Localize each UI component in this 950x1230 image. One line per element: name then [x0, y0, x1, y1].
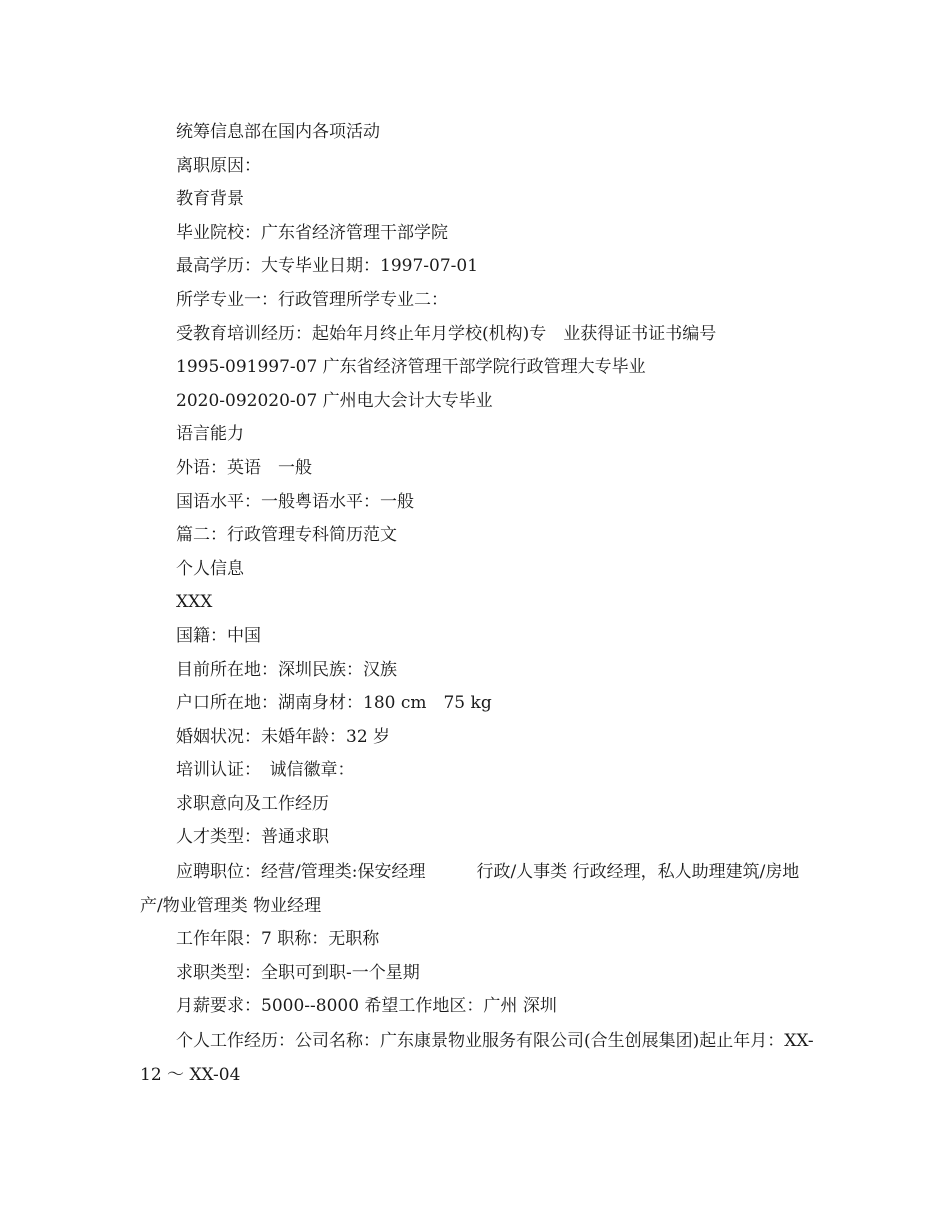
section-heading-job-intent: 求职意向及工作经历 — [176, 793, 329, 814]
text-line: 婚姻状况：未婚年龄：32 岁 — [176, 726, 391, 747]
text-line: 统筹信息部在国内各项活动 — [176, 122, 380, 142]
text-line: 外语：英语 一般 — [176, 457, 312, 478]
paragraph-experience: 个人工作经历：公司名称：广东康景物业服务有限公司(合生创展集团)起止年月：XX-12 ～ XX-04 — [140, 1030, 814, 1085]
section-heading-personal: 个人信息 — [176, 558, 244, 579]
text-line: 所学专业一：行政管理所学专业二： — [176, 289, 448, 310]
paragraph-position: 应聘职位：经营/管理类:保安经理 行政/人事类 行政经理，私人助理建筑/房地产/物业管理类 物业经理 — [140, 862, 800, 917]
text-line: 培训认证： 诚信徽章： — [176, 760, 355, 781]
text-line: 国籍：中国 — [176, 625, 261, 646]
section-heading-language: 语言能力 — [176, 424, 244, 445]
candidate-name: XXX — [176, 592, 213, 613]
text-line: 受教育培训经历：起始年月终止年月学校(机构)专 业获得证书证书编号 — [176, 323, 717, 344]
text-line: 最高学历：大专毕业日期：1997-07-01 — [176, 256, 479, 277]
text-line: 月薪要求：5000--8000 希望工作地区：广州 深圳 — [176, 996, 557, 1017]
part-two-title: 篇二：行政管理专科简历范文 — [176, 525, 397, 546]
text-line: 户口所在地：湖南身材：180 cm 75 kg — [176, 693, 492, 714]
text-line: 离职原因： — [176, 155, 261, 176]
text-line: 求职类型：全职可到职-一个星期 — [176, 962, 420, 983]
section-heading-education: 教育背景 — [176, 189, 244, 210]
text-line: 人才类型：普通求职 — [176, 827, 329, 848]
text-line: 毕业院校：广东省经济管理干部学院 — [176, 222, 448, 243]
text-line: 2020-092020-07 广州电大会计大专毕业 — [176, 390, 493, 411]
text-line: 1995-091997-07 广东省经济管理干部学院行政管理大专毕业 — [176, 357, 646, 378]
resume-content — [140, 116, 820, 1092]
text-line: 工作年限：7 职称：无职称 — [176, 929, 380, 950]
text-line: 国语水平：一般粤语水平：一般 — [176, 491, 414, 512]
text-line: 目前所在地：深圳民族：汉族 — [176, 659, 397, 680]
